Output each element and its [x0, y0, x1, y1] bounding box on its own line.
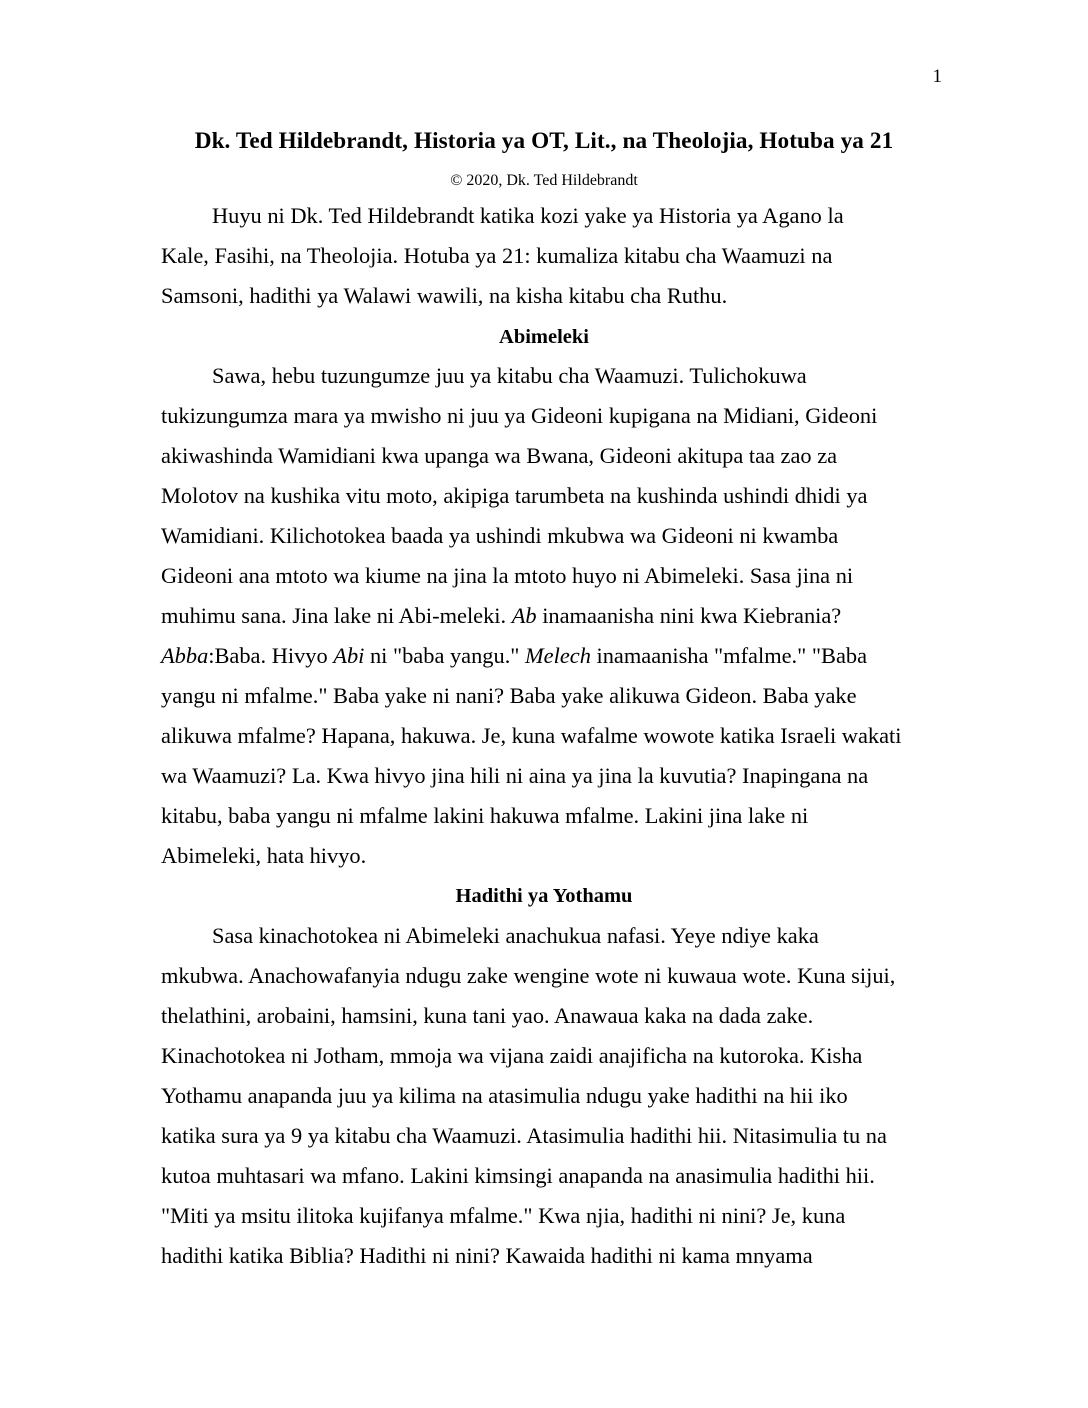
- intro-line: Kale, Fasihi, na Theolojia. Hotuba ya 21: kumaliza kitabu cha Waamuzi na: [161, 243, 833, 268]
- body-line: Sawa, hebu tuzungumze juu ya kitabu cha Waamuzi. Tulichokuwa: [212, 363, 807, 388]
- body-line: Kinachotokea ni Jotham, mmoja wa vijana zaidi anajificha na kutoroka. Kisha: [161, 1043, 863, 1068]
- italic-term: Abi: [333, 643, 365, 668]
- body-line: Wamidiani. Kilichotokea baada ya ushindi mkubwa wa Gideoni ni kwamba: [161, 523, 839, 548]
- intro-line: Huyu ni Dk. Ted Hildebrandt katika kozi yake ya Historia ya Agano la: [212, 203, 844, 228]
- section-heading-abimeleki: Abimeleki: [499, 326, 589, 348]
- body-line: hadithi katika Biblia? Hadithi ni nini? Kawaida hadithi ni kama mnyama: [161, 1243, 813, 1268]
- body-line: akiwashinda Wamidiani kwa upanga wa Bwana, Gideoni akitupa taa zao za: [161, 443, 838, 468]
- text-run: muhimu sana. Jina lake ni Abi-meleki.: [161, 603, 512, 628]
- body-line: alikuwa mfalme? Hapana, hakuwa. Je, kuna wafalme wowote katika Israeli wakati: [161, 723, 902, 748]
- body-line: katika sura ya 9 ya kitabu cha Waamuzi. Atasimulia hadithi hii. Nitasimulia tu na: [161, 1123, 887, 1148]
- text-run: inamaanisha "mfalme." "Baba: [590, 643, 868, 668]
- page-title: Dk. Ted Hildebrandt, Historia ya OT, Lit., na Theolojia, Hotuba ya 21: [194, 128, 894, 154]
- intro-line: Samsoni, hadithi ya Walawi wawili, na kisha kitabu cha Ruthu.: [161, 283, 728, 308]
- text-run: ni "baba yangu.": [364, 643, 526, 668]
- body-line: Abimeleki, hata hivyo.: [161, 843, 367, 868]
- section-heading-hadithi-ya-yothamu: Hadithi ya Yothamu: [455, 885, 633, 907]
- text-run: :Baba. Hivyo: [208, 643, 334, 668]
- body-line: Molotov na kushika vitu moto, akipiga tarumbeta na kushinda ushindi dhidi ya: [161, 483, 868, 508]
- copyright-notice: © 2020, Dk. Ted Hildebrandt: [450, 172, 638, 189]
- body-line: wa Waamuzi? La. Kwa hivyo jina hili ni aina ya jina la kuvutia? Inapingana na: [161, 763, 869, 788]
- page-number: 1: [932, 66, 942, 87]
- body-line: [161, 645, 867, 667]
- body-line: Yothamu anapanda juu ya kilima na atasimulia ndugu yake hadithi na hii iko: [161, 1083, 848, 1108]
- body-line: [161, 605, 841, 627]
- body-line: tukizungumza mara ya mwisho ni juu ya Gideoni kupigana na Midiani, Gideoni: [161, 403, 878, 428]
- body-line: mkubwa. Anachowafanyia ndugu zake wengine wote ni kuwaua wote. Kuna sijui,: [161, 963, 896, 988]
- italic-term: Ab: [511, 603, 537, 628]
- body-line: thelathini, arobaini, hamsini, kuna tani yao. Anawaua kaka na dada zake.: [161, 1003, 814, 1028]
- body-line: Gideoni ana mtoto wa kiume na jina la mtoto huyo ni Abimeleki. Sasa jina ni: [161, 563, 854, 588]
- body-line: yangu ni mfalme." Baba yake ni nani? Baba yake alikuwa Gideon. Baba yake: [161, 683, 857, 708]
- body-line: Sasa kinachotokea ni Abimeleki anachukua nafasi. Yeye ndiye kaka: [212, 923, 819, 948]
- italic-term: Abba: [161, 643, 209, 668]
- body-line: "Miti ya msitu ilitoka kujifanya mfalme." Kwa njia, hadithi ni nini? Je, kuna: [161, 1203, 846, 1228]
- body-line: kitabu, baba yangu ni mfalme lakini hakuwa mfalme. Lakini jina lake ni: [161, 803, 809, 828]
- italic-term: Melech: [525, 643, 591, 668]
- text-run: inamaanisha nini kwa Kiebrania?: [536, 603, 842, 628]
- body-line: kutoa muhtasari wa mfano. Lakini kimsingi anapanda na anasimulia hadithi hii.: [161, 1163, 875, 1188]
